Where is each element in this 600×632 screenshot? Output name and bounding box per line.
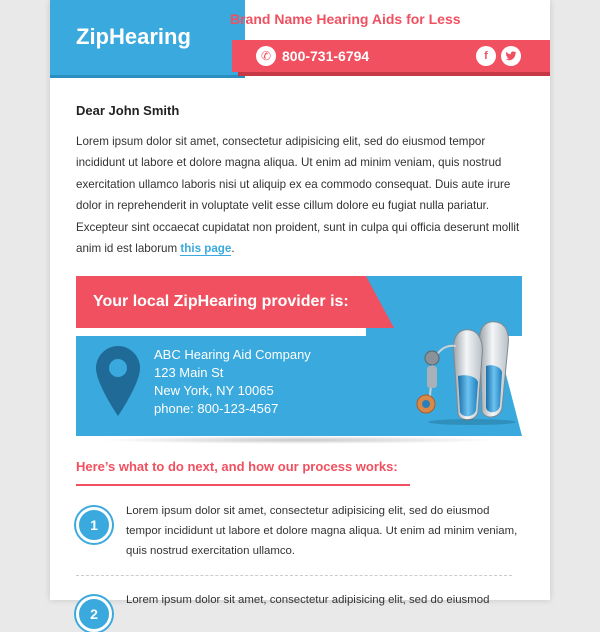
next-steps-underline <box>76 484 410 486</box>
provider-address <box>154 346 311 418</box>
this-page-link[interactable]: this page <box>180 242 232 256</box>
header-brand-shadow <box>50 75 245 78</box>
header-tagline: Brand Name Hearing Aids for Less <box>230 11 461 27</box>
twitter-icon[interactable] <box>501 46 521 66</box>
contact-bar-shadow <box>238 72 550 76</box>
step-text-1: Lorem ipsum dolor sit amet, consectetur adipisicing elit, sed do eiusmod tempor incididunt ut labore et dolore magna aliqua. Ut enim ad minim veniam, quis nostrud exercitation ullamco. <box>126 505 518 557</box>
provider-heading: Your local ZipHearing provider is: <box>93 293 349 310</box>
provider-city: New York, NY 10065 <box>154 383 274 398</box>
phone-icon: ✆ <box>256 46 276 66</box>
brand-logo[interactable]: ZipHearing <box>76 24 191 49</box>
letter-body-end: . <box>231 242 235 256</box>
provider-panel-shadow <box>96 436 502 444</box>
greeting: Dear John Smith <box>76 103 180 118</box>
location-pin-icon <box>96 346 140 416</box>
step-number-1: 1 <box>76 507 112 543</box>
hearing-aid-image <box>402 316 522 426</box>
next-steps-heading: Here’s what to do next, and how our process works: <box>76 459 398 474</box>
provider-street: 123 Main St <box>154 365 224 380</box>
letter-body-text: Lorem ipsum dolor sit amet, consectetur adipisicing elit, sed do eiusmod tempor incididunt ut labore et dolore magna aliqua. Ut enim ad minim veniam, quis nostrud exercitation ullamco laboris nisi ut aliquip ex ea commodo consequat. Duis aute irure dolor in reprehenderit in voluptate velit esse cillum dolore eu fugiat nulla pariatur. Excepteur sint occaecat cupidatat non proident, sunt in culpa qui officia deserunt mollit anim id est laborum <box>76 135 520 256</box>
provider-box <box>76 276 522 441</box>
provider-name: ABC Hearing Aid Company <box>154 347 311 362</box>
header-phone-link[interactable]: 800-731-6794 <box>282 48 370 64</box>
step-number-2: 2 <box>76 596 112 632</box>
letter-body <box>76 131 528 259</box>
email-card <box>50 0 550 622</box>
provider-phone: phone: 800-123-4567 <box>154 401 279 416</box>
facebook-icon[interactable]: f <box>476 46 496 66</box>
step-divider <box>76 575 512 576</box>
step-text-2: Lorem ipsum dolor sit amet, consectetur adipisicing elit, sed do eiusmod <box>126 594 490 606</box>
